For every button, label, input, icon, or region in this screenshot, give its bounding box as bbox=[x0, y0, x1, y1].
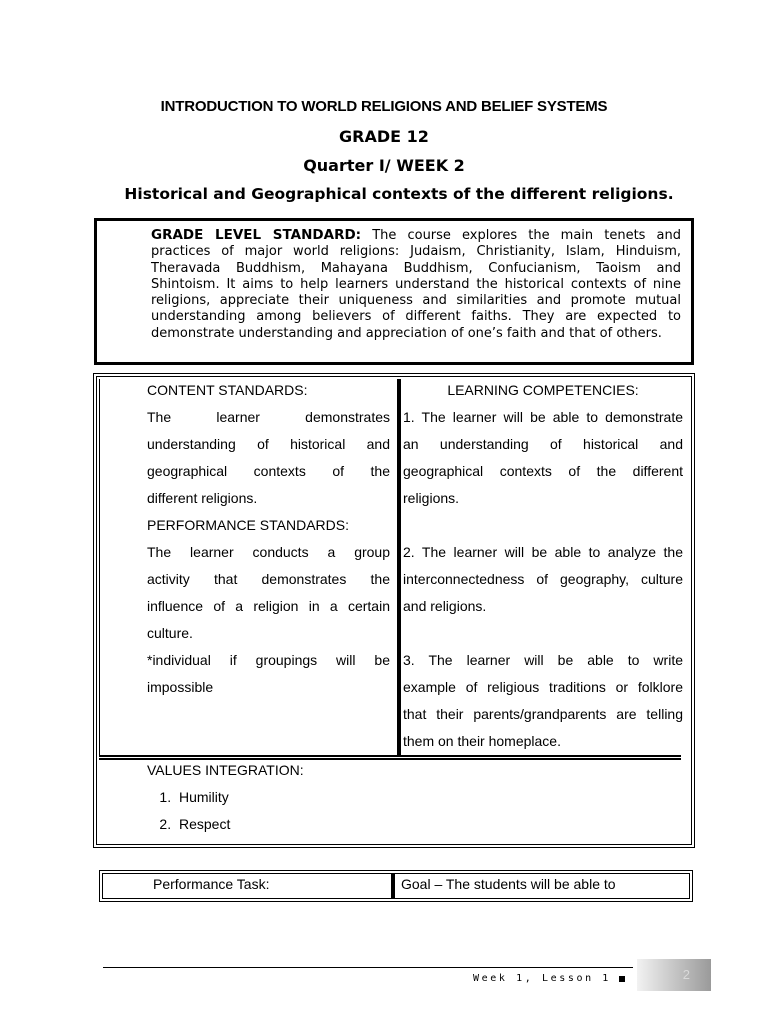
content-standards-line: different religions. bbox=[147, 490, 258, 506]
standards-table bbox=[93, 373, 695, 848]
competency-1-line: 1. The learner will be able to demonstrate bbox=[403, 409, 683, 425]
values-integration bbox=[147, 757, 304, 838]
footer-lesson: Week 1, Lesson 1 bbox=[473, 973, 611, 984]
footer-rule bbox=[103, 967, 633, 968]
performance-standards-note: *individual if groupings will be bbox=[147, 652, 390, 668]
performance-standards-line: culture. bbox=[147, 625, 193, 641]
performance-standards-note: impossible bbox=[147, 679, 214, 695]
performance-standards-line: influence of a religion in a certain bbox=[147, 598, 390, 614]
competency-3-line: example of religious traditions or folklore bbox=[403, 679, 683, 695]
performance-task-goal: Goal – The students will be able to bbox=[401, 876, 616, 892]
competency-2-line: interconnectedness of geography, culture bbox=[403, 571, 683, 587]
values-list-item: 1. Humility bbox=[175, 784, 304, 811]
grade-level-standard-body: The course explores the main tenets and practices of major world religions: Judaism, Christianity, Islam, Hinduism, Theravada Buddhism, Mahayana Buddhism, Confucianism, Taoism and Shintoism. It aims to help learners understand the historical contexts of nine religions, appreciate their uniqueness and similarities and promote mutual understanding among believers of different faiths. They are expected to demonstrate understanding and appreciation of one’s faith and that of others. bbox=[151, 228, 682, 341]
competency-2-line: 2. The learner will be able to analyze the bbox=[403, 544, 683, 560]
competency-1-line: an understanding of historical and bbox=[403, 436, 683, 452]
column-divider bbox=[397, 379, 401, 755]
grade-level-standard-text bbox=[151, 227, 681, 342]
subject-title: INTRODUCTION TO WORLD RELIGIONS AND BELIEF SYSTEMS bbox=[160, 98, 608, 115]
grade-level-standard-box bbox=[94, 218, 694, 365]
grade-level-standard-label: GRADE LEVEL STANDARD: bbox=[151, 227, 362, 243]
competency-1-line: religions. bbox=[403, 490, 460, 506]
performance-task-divider bbox=[391, 874, 395, 898]
content-standards-line: The learner demonstrates bbox=[147, 409, 390, 425]
values-list bbox=[147, 784, 304, 838]
values-integration-label: VALUES INTEGRATION: bbox=[147, 762, 304, 778]
content-standards-line: geographical contexts of the bbox=[147, 463, 390, 479]
grade-title: GRADE 12 bbox=[339, 127, 429, 146]
performance-standards-line: activity that demonstrates the bbox=[147, 571, 390, 587]
right-column bbox=[403, 377, 683, 755]
page-number-box bbox=[637, 959, 711, 991]
performance-standards-label: PERFORMANCE STANDARDS: bbox=[147, 517, 349, 533]
page-number: 2 bbox=[682, 967, 690, 982]
topic-title: Historical and Geographical contexts of the different religions. bbox=[124, 185, 674, 203]
performance-task-label: Performance Task: bbox=[153, 876, 270, 892]
table-inner-border bbox=[99, 379, 100, 757]
competency-3-line: 3. The learner will be able to write bbox=[403, 652, 683, 668]
competency-2-line: and religions. bbox=[403, 598, 487, 614]
competency-3-line: that their parents/grandparents are telling bbox=[403, 706, 683, 722]
content-standards-line: understanding of historical and bbox=[147, 436, 390, 452]
quarter-title: Quarter I/ WEEK 2 bbox=[303, 156, 465, 175]
values-list-item: 2. Respect bbox=[175, 811, 304, 838]
competency-1-line: geographical contexts of the different bbox=[403, 463, 683, 479]
performance-task-box bbox=[99, 870, 693, 902]
performance-standards-line: The learner conducts a group bbox=[147, 544, 390, 560]
learning-competencies-label: LEARNING COMPETENCIES: bbox=[447, 382, 639, 398]
left-column bbox=[147, 377, 390, 701]
competency-3-line: them on their homeplace. bbox=[403, 733, 561, 749]
content-standards-label: CONTENT STANDARDS: bbox=[147, 382, 308, 398]
footer-square-icon bbox=[619, 976, 625, 982]
